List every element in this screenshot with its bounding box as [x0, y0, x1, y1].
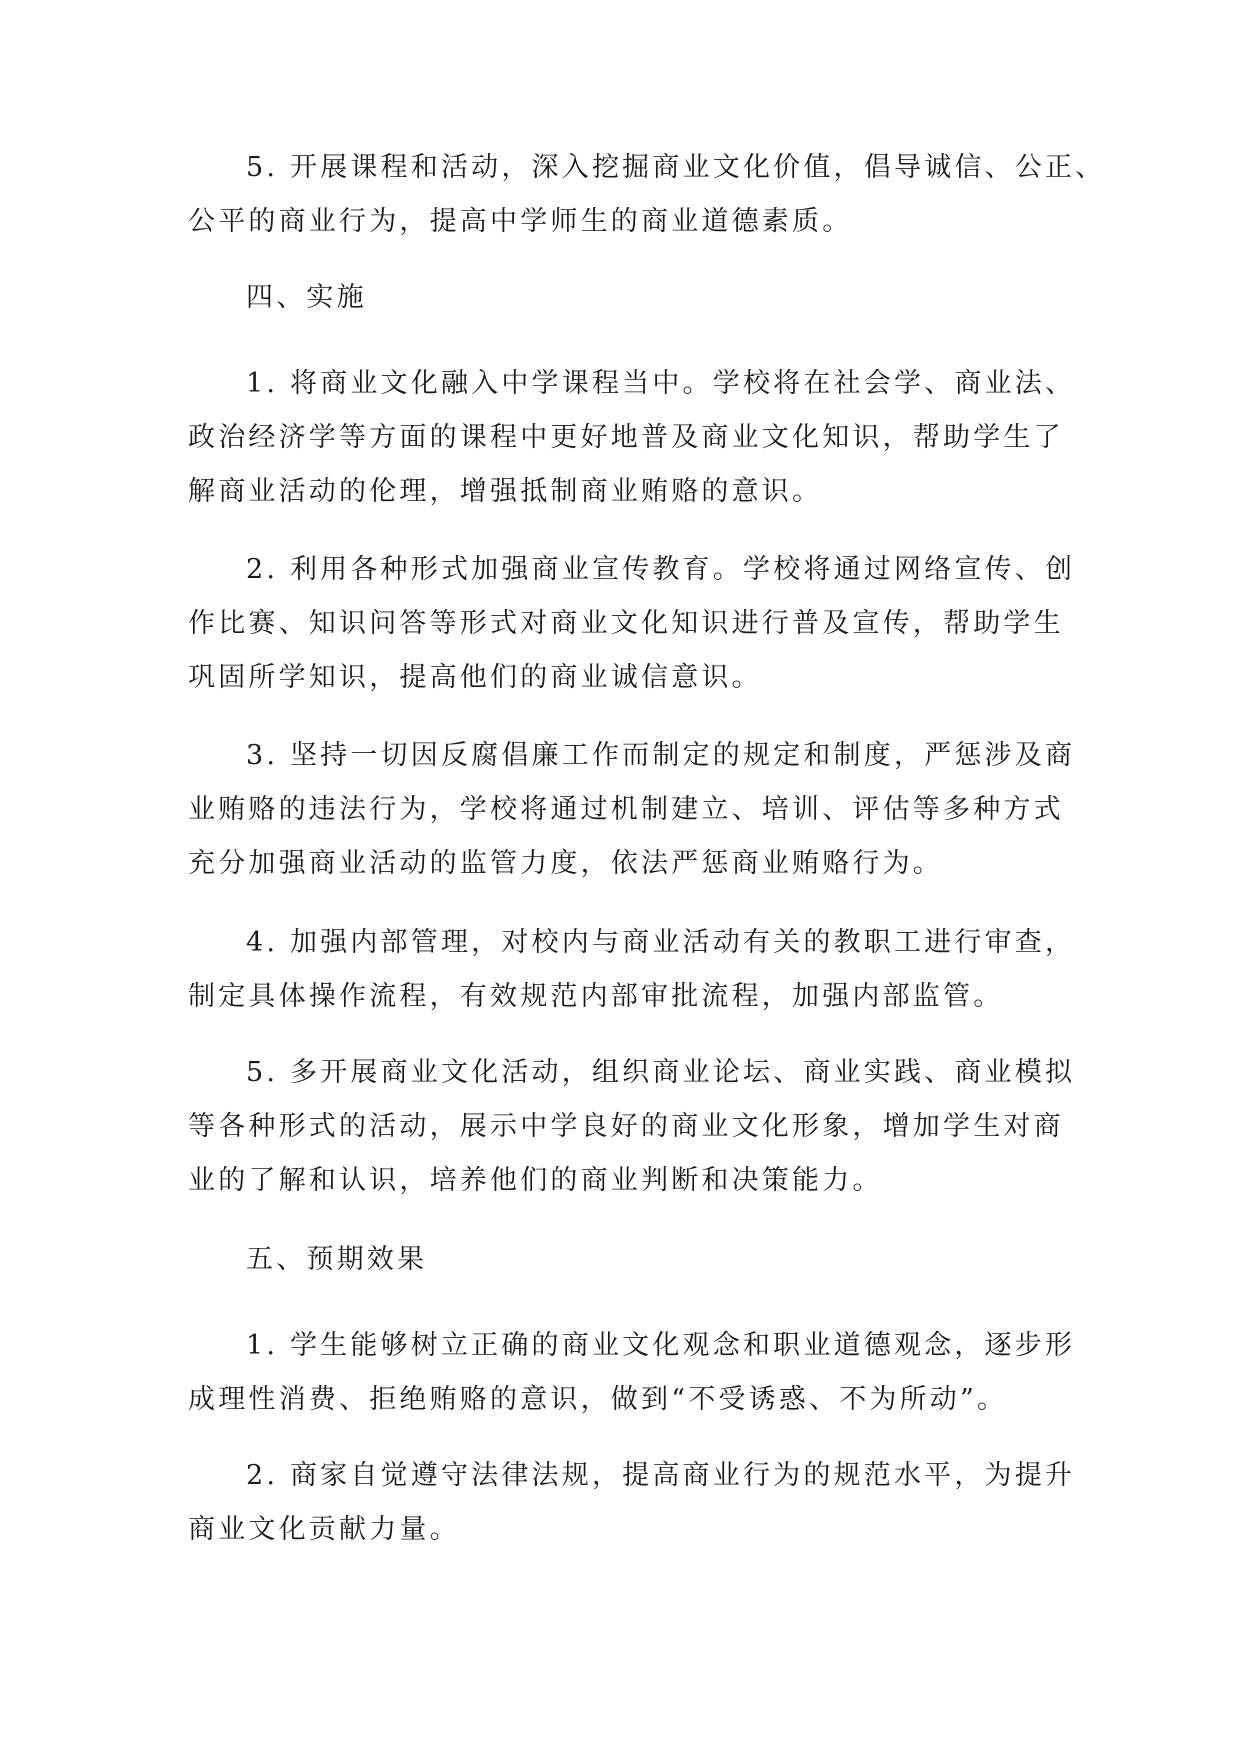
section-heading-implementation: [188, 271, 1048, 325]
paragraph-item-2-publicity: [188, 543, 1076, 705]
paragraph-item-1-curriculum: [188, 357, 1076, 519]
paragraph-result-2-merchants: [188, 1449, 1076, 1557]
text-line: 政治经济学等方面的课程中更好地普及商业文化知识，帮助学生了: [188, 422, 1064, 453]
text-line: 成理性消费、拒绝贿赂的意识，做到“不受诱惑、不为所动”。: [188, 1384, 1008, 1415]
text-line: 1. 学生能够树立正确的商业文化观念和职业道德观念，逐步形: [246, 1330, 1076, 1361]
paragraph-item-5-values: [188, 141, 1106, 249]
text-line: 作比赛、知识问答等形式对商业文化知识进行普及宣传，帮助学生: [188, 608, 1064, 639]
text-line: 2. 商家自觉遵守法律法规，提高商业行为的规范水平，为提升: [246, 1460, 1076, 1491]
paragraph-item-4-management: [188, 916, 1076, 1024]
text-line: 3. 坚持一切因反腐倡廉工作而制定的规定和制度，严惩涉及商: [246, 740, 1076, 771]
text-line: 充分加强商业活动的监管力度，依法严惩商业贿赂行为。: [188, 848, 943, 879]
text-line: 5. 开展课程和活动，深入挖掘商业文化价值，倡导诚信、公正、: [246, 152, 1106, 183]
text-line: 2. 利用各种形式加强商业宣传教育。学校将通过网络宣传、创: [246, 554, 1076, 585]
text-line: 等各种形式的活动，展示中学良好的商业文化形象，增加学生对商: [188, 1111, 1064, 1142]
paragraph-item-3-regulation: [188, 729, 1076, 891]
text-line: 巩固所学知识，提高他们的商业诚信意识。: [188, 662, 762, 693]
text-line: 业贿赂的违法行为，学校将通过机制建立、培训、评估等多种方式: [188, 794, 1064, 825]
section-heading-expected-results: [188, 1233, 1048, 1287]
text-line: 公平的商业行为，提高中学师生的商业道德素质。: [188, 206, 853, 237]
text-line: 解商业活动的伦理，增强抵制商业贿赂的意识。: [188, 476, 823, 507]
text-line: 商业文化贡献力量。: [188, 1514, 460, 1545]
heading-text: 四、实施: [246, 282, 367, 313]
text-line: 4. 加强内部管理，对校内与商业活动有关的教职工进行审查，: [246, 927, 1076, 958]
text-line: 1. 将商业文化融入中学课程当中。学校将在社会学、商业法、: [246, 368, 1076, 399]
text-line: 制定具体操作流程，有效规范内部审批流程，加强内部监管。: [188, 981, 1004, 1012]
text-line: 5. 多开展商业文化活动，组织商业论坛、商业实践、商业模拟: [246, 1057, 1076, 1088]
text-line: 业的了解和认识，培养他们的商业判断和决策能力。: [188, 1165, 883, 1196]
heading-text: 五、预期效果: [246, 1244, 428, 1275]
paragraph-result-1-students: [188, 1319, 1076, 1427]
paragraph-item-5-activities: [188, 1046, 1076, 1208]
